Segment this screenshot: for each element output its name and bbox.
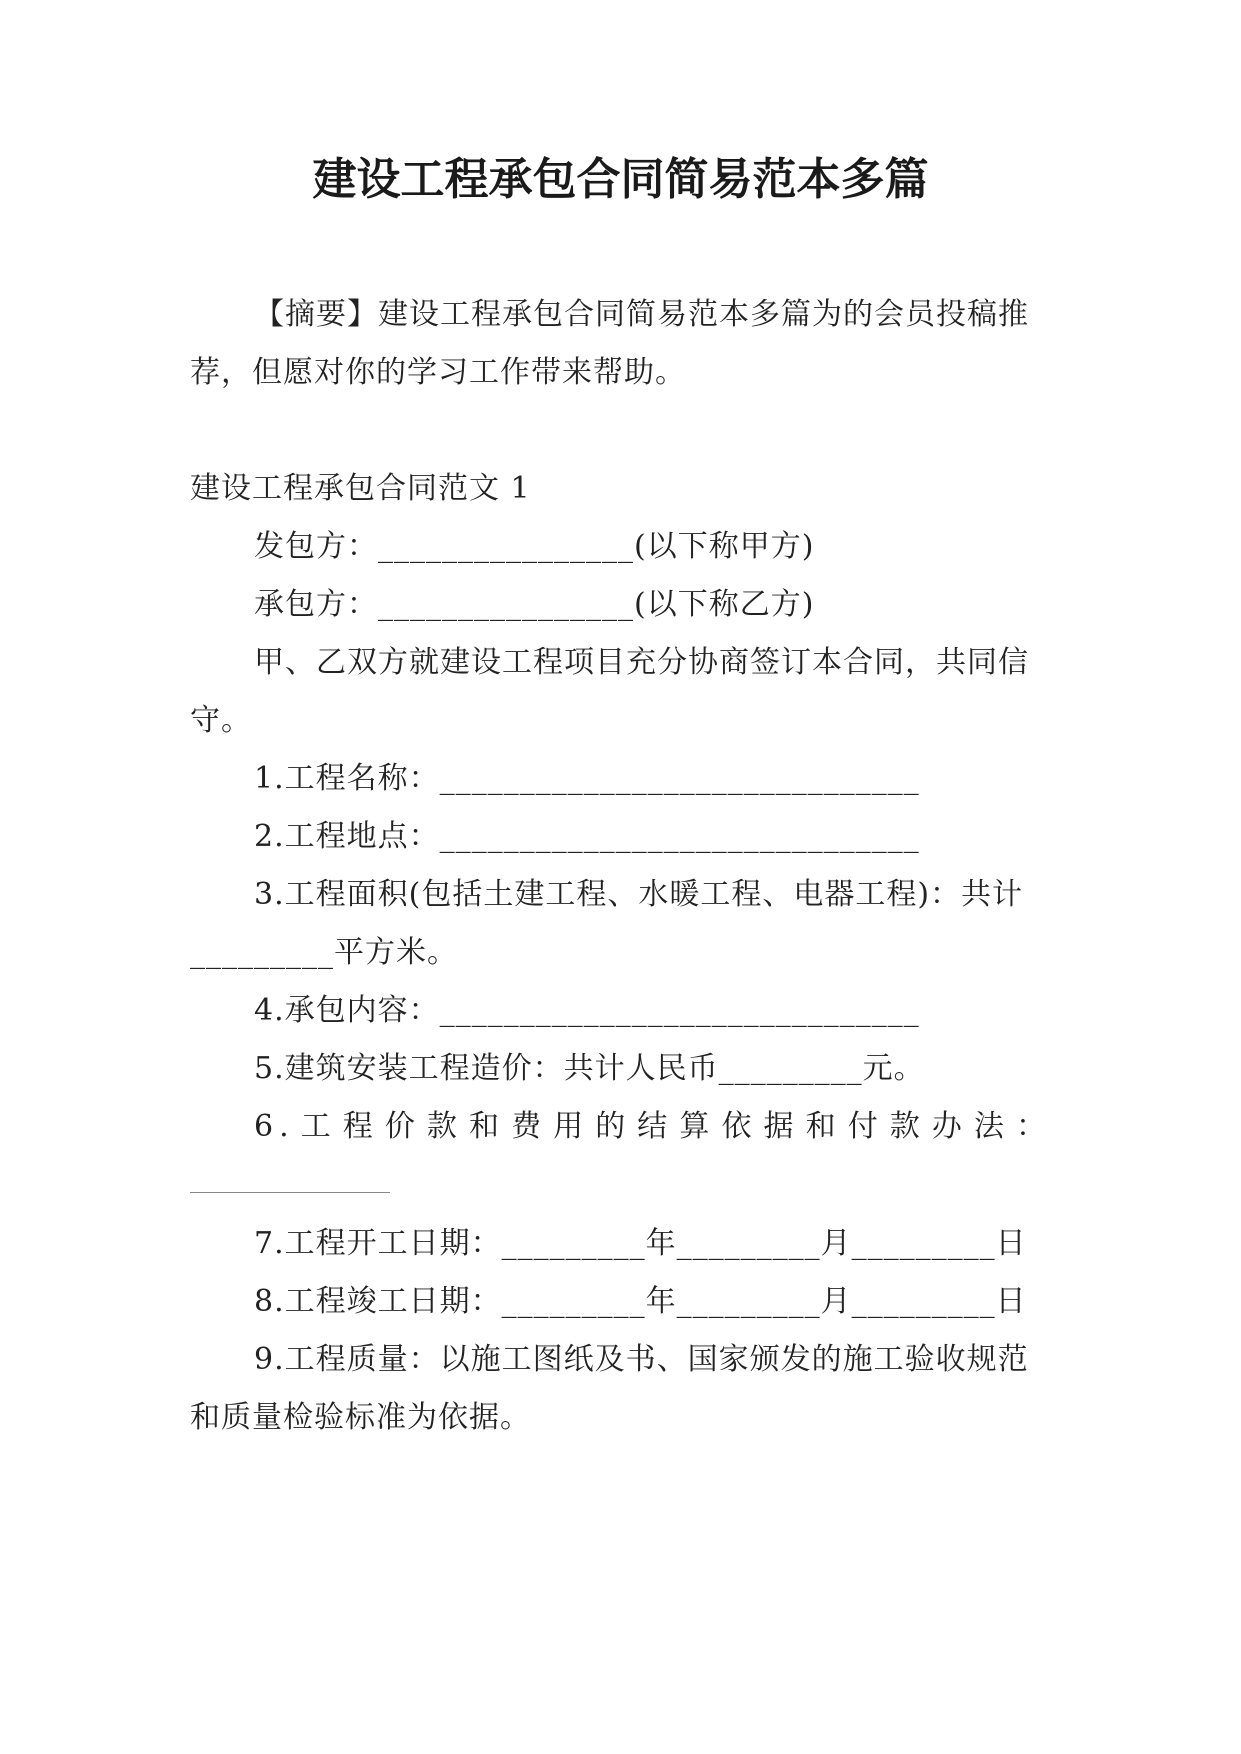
clause-start-date: 7.工程开工日期：_________年_________月_________日 xyxy=(254,1226,1027,1261)
clause-settlement: 6.工程价款和费用的结算依据和付款办法： xyxy=(254,1109,1052,1144)
clause-project-area: 3.工程面积(包括土建工程、水暖工程、电器工程)：共计_________平方米。 xyxy=(190,877,1024,970)
clause-project-location: 2.工程地点：______________________________ xyxy=(254,819,920,854)
clause-party-b: 承包方：________________(以下称乙方) xyxy=(254,587,815,622)
abstract-paragraph: 【摘要】建设工程承包合同简易范本多篇为的会员投稿推荐，但愿对你的学习工作带来帮助。 xyxy=(190,297,1029,390)
clause-agreement: 甲、乙双方就建设工程项目充分协商签订本合同，共同信守。 xyxy=(190,645,1029,738)
document-body xyxy=(190,286,1052,1447)
page-title: 建设工程承包合同简易范本多篇 xyxy=(312,154,929,205)
clause-cost: 5.建筑安装工程造价：共计人民币_________元。 xyxy=(254,1051,925,1086)
clause-scope: 4.承包内容：______________________________ xyxy=(254,993,920,1028)
clause-end-date: 8.工程竣工日期：_________年_________月_________日 xyxy=(254,1284,1027,1319)
clause-project-name: 1.工程名称：______________________________ xyxy=(254,761,920,796)
section-heading: 建设工程承包合同范文 1 xyxy=(190,471,531,506)
clause-party-a: 发包方：________________(以下称甲方) xyxy=(254,529,815,564)
clause-quality: 9.工程质量：以施工图纸及书、国家颁发的施工验收规范和质量检验标准为依据。 xyxy=(190,1342,1029,1435)
